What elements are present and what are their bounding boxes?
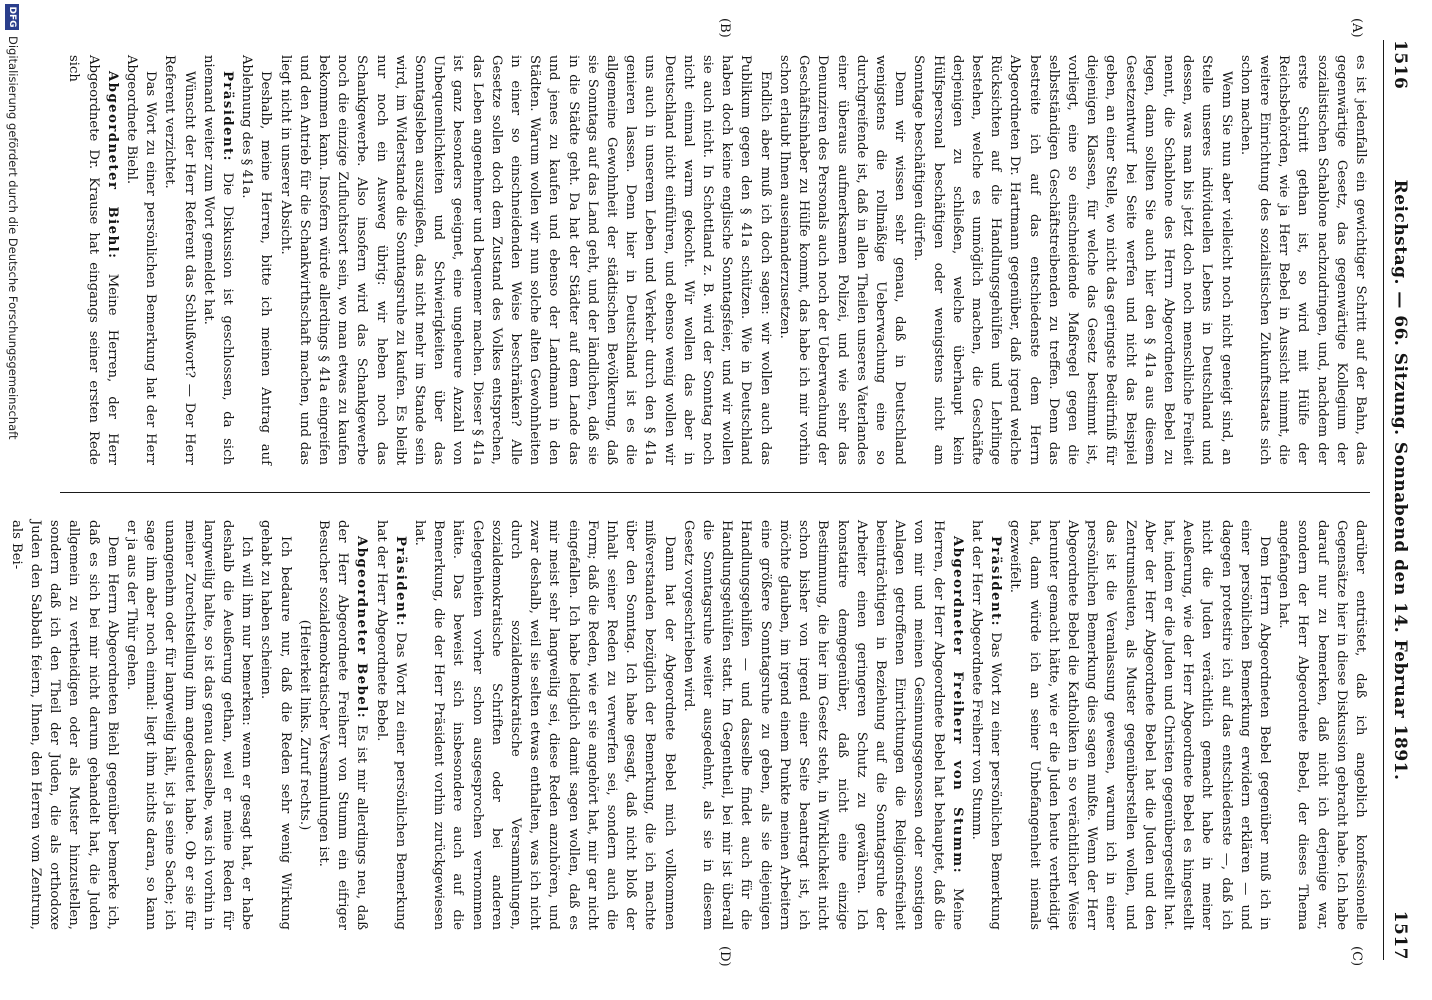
speaker-name: Präsident: [392, 536, 408, 628]
speech-text: (Heiterkeit links. Zuruf rechts.) [296, 619, 312, 831]
speech-paragraph [160, 55, 198, 465]
paragraph: Denn wir wissen sehr genau, daß in Deutschland wenigstens die rollmäßige Ueberwachung eine so durchgreifende ist, daß in allen Theilen unseres Vaterlandes einer überaus aufmerksamen Polizei, und wie sehr das Denunziren des Personals auch noch der Ueberwachung der Geschäftsinhaber zu Hülfe kommt, das habe ich mir vorhin schon erlaubt Ihnen auseinanderzusetzen. [776, 55, 908, 465]
left-column [64, 55, 1370, 465]
speech-text: Dem Herrn Abgeordneten Biehl gegenüber bemerke ich, daß es sich bei mir nicht darum gehandelt hat, die Juden allgemein zu vertheidigen oder als Muster hinzustellen, sondern daß ich den Theil der Juden, die als orthodoxe Juden den Sabbath feiern, Ihnen, den Herren vom Zentrum, als Bei- [8, 520, 120, 930]
speech-text: Das Wort zu einer persönlichen Bemerkung hat der Herr Abgeordnete Biehl. [124, 55, 159, 465]
speech-paragraph [967, 520, 1005, 930]
speech-text: Dann hat der Abgeordnete Bebel mich vollkommen mißverstanden bezüglich der Bemerkung, die ich machte über den Sonntag. Ich habe gesagt, daß nicht bloß der Inhalt seiner Reden zu verwerfen sei, sondern auch die Form; daß die Reden, wie er sie angehört hat, mir gar nicht eingefallen. Ich habe lediglich damit sagen wollen, daß es mir meist sehr langweilig sei, diese Reden anzuhören, und zwar deshalb, weil sie selten etwas enthalten, was ich nicht durch sozialdemokratische Versammlungen, sozialdemokratische Schriften oder bei anderen Gelegenheiten vorher schon ausgesprochen vernommen hätte. Das beweist sich insbesondere auch auf die Bemerkung, die der Herr Präsident vorhin zurückgewiesen hat. [412, 520, 677, 930]
margin-marker-a: (A) [1349, 18, 1364, 38]
speaker-name: Präsident: [220, 71, 236, 163]
speech-paragraph [64, 55, 122, 465]
speech-text: Die Diskussion ist geschlossen, da sich niemand weiter zum Wort gemeldet hat. [200, 55, 236, 465]
margin-marker-d: (D) [717, 946, 732, 967]
speaker-name: Abgeordneter Bebel: [354, 536, 370, 720]
header-rule [1383, 40, 1384, 960]
paragraph: Wenn Sie nun aber vielleicht noch nicht geneigt sind, an Stelle unseres individuellen Lebens in Deutschland und dessen, was man bis jetzt doch noch menschliche Freiheit nennt, die Schablone des Herrn Abgeordneten Bebel zu legen, dann sollten Sie auch hier den § 41a aus diesem Gesetzentwurf bei Seite werfen und nicht das Beispiel geben, an einer Stelle, wo nicht das geringste Bedürfniß für diejenigen Klassen, für welche das Gesetz bestimmt ist, vorliegt, eine so einschneidende Maßregel gegen die selbstständigen Geschäftstreibenden zu treffen. Denn das bestreite ich auf das entschiedenste dem Herrn Abgeordneten Dr. Hartmann gegenüber, daß irgend welche Rücksichten auf die Handlungsgehülfen und Lehrlinge bestehen, welche es unmöglich machen, die Geschäfte derjenigen zu schließen, welche überhaupt kein Hülfspersonal beschäftigen oder wenigstens nicht am Sonntage beschäftigen dürfen. [911, 55, 1234, 465]
speech-text: Ich bedaure nur, daß die Reden sehr wenig Wirkung gehabt zu haben scheinen. [258, 520, 293, 930]
page-header [1372, 0, 1432, 1000]
speech-paragraph [256, 520, 294, 930]
speech-text: Wünscht der Herr Referent das Schlußwort? — Der Herr Referent verzichtet. [162, 55, 197, 465]
speaker-name: Präsident: [988, 536, 1004, 628]
speech-paragraph [199, 55, 237, 465]
speech-paragraph [7, 520, 122, 930]
dfg-logo: DFG [5, 4, 19, 30]
margin-marker-b: (B) [717, 18, 732, 38]
margin-marker-c: (C) [1349, 946, 1364, 967]
digitization-footer [0, 0, 22, 1000]
column-divider [60, 492, 1370, 493]
speech-text: Meine Herren, der Herr Abgeordnete Dr. Krause hat eingangs seiner ersten Rede sich [66, 55, 120, 466]
running-title: Reichstag. — 66. Sitzung. Sonnabend den 14. Februar 1891. [1390, 179, 1410, 781]
speech-paragraph [122, 55, 160, 465]
speech-paragraph [410, 520, 679, 930]
speech-text: Meine Herren, der Herr Abgeordnete Bebel hat behauptet, daß die von mir und meinen Gesinnungsgenossen oder sonstigen Anlagen getroffenen Einrichtungen die Religionsfreiheit beeinträchtigen in Beziehung auf die Sonntagsruhe der Arbeiter einen geringeren Schutz zu gewähren. Ich konstatire demgegenüber, daß nicht eine einzige Bestimmung, die hier im Gesetz steht, in Wirklichkeit nicht schon bisher von irgend einer Seite beantragt ist, ich möchte glauben, im irgend einem Punkte meinen Arbeitern eine größere Sonntagsruhe zu geben, als sie diejenigen Handlungsgehilfen — und dasselbe findet auch für die Handlungsgehülfen statt. Im Gegentheil, bei mir ist überall die Sonntagsruhe weiter ausgedehnt, als sie in diesem Gesetz vorgeschrieben wird. [680, 520, 965, 930]
speech-text: Das Wort zu einer persönlichen Bemerkung hat der Herr Abgeordnete Bebel. [373, 520, 408, 930]
page-number-left: 1516 [1390, 40, 1410, 90]
paragraph: Deshalb, meine Herren, bitte ich meinen Antrag auf Ablehnung des § 41a. [239, 55, 274, 465]
paragraph: Dem Herrn Abgeordneten Bebel gegenüber muß ich in einer persönlichen Bemerkung erwidern erklären — und dagegen protestire ich auf das entschiedenste —, daß ich nicht die Juden verächtlich gemacht habe in meiner Aeußerung, wie der Herr Abgeordnete Bebel es hingestellt hat, indem er die Juden und Christen gegenübergestellt hat. Aber der Herr Abgeordnete Bebel hat die Juden und den Zentrumsleuten, als Muster gegenüberstellen wollen, und das ist die Veranlassung gewesen, warum ich in einer persönlichen Bemerkung dies sagen mußte. Wenn der Herr Abgeordnete Bebel die Katholiken in so verächtlicher Weise herunter gemacht hätte, wie er die Juden heute vertheidigt hat, dann würde ich an seiner Unbefangenheit niemals gezweifelt. [1007, 520, 1272, 930]
interjection [295, 520, 314, 930]
speech-paragraph [679, 520, 967, 930]
speech-paragraph [371, 520, 409, 930]
speech-paragraph [314, 520, 372, 930]
paragraph: darüber entrüstet, daß ich angeblich konfessionelle Gegensätze hier in diese Diskussion gebracht habe. Ich habe darauf nur zu bemerken, daß nicht ich derjenige war, sondern der Herr Abgeordnete Bebel, der dieses Thema angefangen hat. [1276, 520, 1368, 930]
speech-text: Das Wort zu einer persönlichen Bemerkung hat der Herr Abgeordnete Freiherr von Stumm. [968, 520, 1004, 930]
paragraph: es ist jedenfalls ein gewichtiger Schritt auf der Bahn, das gegenwärtige Gesetz, das gegenwärtige Kollegium der sozialistischen Schablone nachzudringen, und, nachdem der erste Schritt gethan ist, so wird mit Hülfe der Reichsbehörden, wie ja Herr Bebel in Aussicht nimmt, die weitere Einrichtung des sozialistischen Zukunftsstaats sich schon machen. [1237, 55, 1368, 465]
speech-text: Es ist mir allerdings neu, daß der Herr Abgeordnete Freiherr von Stumm ein eifriger Besucher sozialdemokratischer Versammlungen ist. [316, 520, 370, 931]
speech-paragraph [122, 520, 256, 930]
speaker-name: Abgeordneter Biehl: [104, 71, 120, 260]
page-number-right: 1517 [1390, 910, 1410, 960]
speech-text: Ich will ihm nur bemerken: wenn er gesagt hat, er habe deshalb die Aeußerung gethan, weil er meine Reden für langweilig halte, so ist das genau dasselbe, was ich vorhin in meiner Zurechtstellung ihm angedeutet habe. Ob er sie für unangenehm oder für langweilig hält, ist ja seine Sache; ich sage ihm aber noch einmal: liegt ihm nichts daran, so kann er ja aus der Thür gehen. [124, 520, 255, 930]
speaker-name: Abgeordneter Freiherr von Stumm: [949, 536, 965, 875]
digitization-credit: Digitalisierung gefördert durch die Deutsche Forschungsgemeinschaft [6, 36, 20, 440]
paragraph: Endlich aber muß ich doch sagen: wir wollen auch das Publikum gegen den § 41a schützen. Wie in Deutschland haben doch keine englische Sonntagsfeier, und wir wollen sie auch nicht. In Schottland z. B. wird der Sonntag noch nicht einmal warm gekocht. Wir wollen das aber in Deutschland nicht einführen, und ebenso wenig wollen wir uns auch in unserem Leben und Verkehr durch den § 41a genieren lassen. Denn hier in Deutschland ist es die allgemeine Gewohnheit der städtischen Bevölkerung, daß sie Sonntags auf das Land geht, und der ländlichen, daß sie in die Städte geht. Da hat der Städter auf dem Lande das und jenes zu kaufen und ebenso der Landmann in den Städten. Warum wollen wir nun solche alten Gewohnheiten in einer so einschneidenden Weise beschränken? Alle Gesetze sollen doch dem Zustand des Volkes entsprechen, das Leben angenehmer und bequemer machen. Dieser § 41a ist ganz besonders geeignet, eine ungeheure Anzahl von Unbequemlichkeiten und Schwierigkeiten über das Sonntagsleben auszugießen, das nicht mehr im Stande sein wird, im Widerstande die Sonntagsruhe zu kaufen. Es bleibt nur noch ein Ausweg übrig: wir heben noch das Schankgewerbe. Also insofern wird das Schankgewerbe noch die einzige Zufluchtsort sein, wo man etwas zu kaufen bekommen kann. Insofern würde allerdings § 41a eingreifen und den Antrieb für die Schankwirthschaft machen, und das liegt nicht in unserer Absicht. [277, 55, 773, 465]
right-column [7, 520, 1370, 930]
